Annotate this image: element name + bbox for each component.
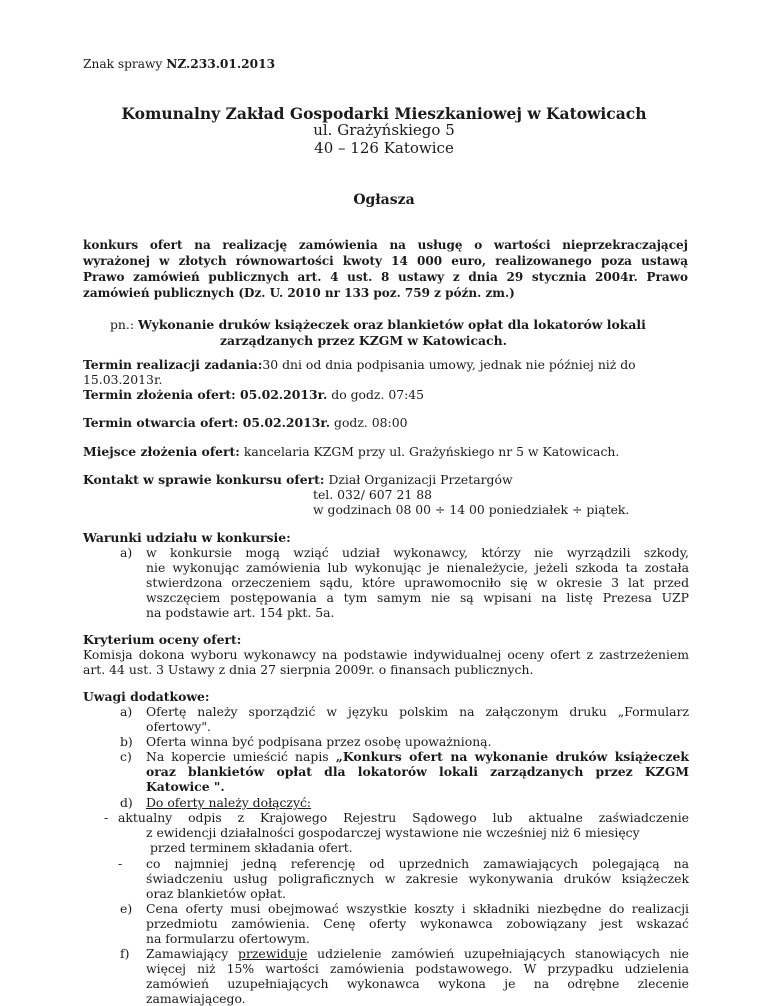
remark-d-item1-line-2: z ewidencji działalności gospodarczej wystawione nie wcześniej niż 6 miesięcy	[146, 825, 640, 840]
remark-f-text-b: udzielenie zamówień uzupełniających stanowiących nie	[307, 946, 689, 961]
opening-value: godz. 08:00	[334, 415, 408, 430]
remark-e-line-3: na formularzu ofertowym.	[146, 931, 310, 946]
opening-label: Termin otwarcia ofert: 05.02.2013r.	[83, 415, 331, 430]
intro-line-2: wyrażonej w złotych równowartości kwoty 14 000 euro, realizowanego poza ustawą	[83, 254, 688, 268]
organization-city: 40 – 126 Katowice	[314, 139, 454, 157]
remark-d-dash-2: -	[118, 856, 123, 871]
intro-line-3: Prawo zamówień publicznych art. 4 ust. 8 ustawy z dnia 29 stycznia 2004r. Prawo	[83, 270, 688, 284]
conditions-line-4: wszczęciem postępowania a tym samym nie są wpisani na listę Prezesa UZP	[146, 590, 689, 605]
conditions-line-5: na podstawie art. 154 pkt. 5a.	[146, 605, 335, 620]
conditions-heading: Warunki udziału w konkursie:	[83, 530, 291, 545]
subject-title-2: zarządzanych przez KZGM w Katowicach.	[220, 333, 507, 348]
conditions-line-2: nie wykonując zamówienia lub wykonując je nienależycie, jeżeli szkoda ta została	[146, 560, 689, 575]
remark-c-line-1	[146, 749, 689, 764]
subject-title-1: Wykonanie druków książeczek oraz blankietów opłat dla lokatorów lokali	[137, 317, 646, 332]
remark-marker-c: c)	[120, 749, 132, 764]
criterion-line-1: Komisja dokona wyboru wykonawcy na podstawie indywidualnej oceny ofert z zastrzeżeniem	[83, 647, 689, 662]
realization-label: Termin realizacji zadania:	[83, 357, 263, 372]
conditions-marker-a: a)	[120, 545, 133, 560]
remark-d-item2-line-1: co najmniej jedną referencję od uprzednich zamawiających polegającą na	[146, 856, 689, 871]
remarks-heading: Uwagi dodatkowe:	[83, 689, 210, 704]
remark-a-line-2: ofertowy".	[146, 719, 211, 734]
subject-prefix: pn.:	[110, 317, 135, 332]
remark-c-bold: „Konkurs ofert na wykonanie druków książeczek	[335, 749, 689, 764]
place-label: Miejsce złożenia ofert:	[83, 444, 240, 459]
place-value: kancelaria KZGM przy ul. Grażyńskiego nr 5 w Katowicach.	[243, 444, 620, 459]
remark-e-line-1: Cena oferty musi obejmować wszystkie koszty i składniki niezbędne do realizacji	[146, 901, 689, 916]
remark-marker-e: e)	[120, 901, 133, 916]
remark-f-line-1	[146, 946, 689, 961]
realization-value: 30 dni od dnia podpisania umowy, jednak nie później niż do	[262, 357, 636, 372]
contact-phone: tel. 032/ 607 21 88	[313, 487, 432, 502]
remark-d-item1-line-1: aktualny odpis z Krajowego Rejestru Sądowego lub aktualne zaświadczenie	[118, 810, 689, 825]
remark-c-line-2: oraz blankietów opłat dla lokatorów lokali zarządzanych przez KZGM	[146, 764, 689, 779]
criterion-line-2: art. 44 ust. 3 Ustawy z dnia 27 sierpnia 2009r. o finansach publicznych.	[83, 662, 534, 677]
remark-marker-f: f)	[120, 946, 130, 961]
case-reference-number: NZ.233.01.2013	[166, 57, 276, 71]
realization-date: 15.03.2013r.	[83, 372, 163, 387]
remark-d-item2-line-2: świadczeniu usług poligraficznych w zakresie wykonywania druków książeczek	[146, 871, 689, 886]
remark-d-line-1: Do oferty należy dołączyć:	[146, 795, 312, 810]
subject-line-1	[110, 317, 646, 332]
remark-marker-a: a)	[120, 704, 133, 719]
organization-street: ul. Grażyńskiego 5	[313, 121, 455, 139]
remark-b-line-1: Oferta winna być podpisana przez osobę upoważnioną.	[146, 734, 492, 749]
case-reference	[83, 57, 275, 71]
case-reference-label: Znak sprawy	[83, 57, 163, 71]
intro-line-4: zamówień publicznych (Dz. U. 2010 nr 133 poz. 759 z późn. zm.)	[83, 286, 515, 300]
remark-a-line-1: Ofertę należy sporządzić w języku polskim na załączonym druku „Formularz	[146, 704, 689, 719]
realization-term	[83, 357, 636, 372]
contact-label: Kontakt w sprawie konkursu ofert:	[83, 472, 325, 487]
contact-line-1	[83, 472, 513, 487]
submission-term	[83, 387, 424, 402]
criterion-heading: Kryterium oceny ofert:	[83, 632, 242, 647]
remark-d-dash-1: -	[104, 810, 109, 825]
remark-f-underlined: przewiduje	[238, 946, 308, 961]
remark-e-line-2: przedmiotu zamówienia. Cenę oferty wykonawca zobowiązany jest wskazać	[146, 916, 689, 931]
remark-c-line-3: Katowice ".	[146, 779, 225, 794]
contact-department: Dział Organizacji Przetargów	[328, 472, 513, 487]
conditions-line-1: w konkursie mogą wziąć udział wykonawcy, którzy nie wyrządzili szkody,	[146, 545, 689, 560]
remark-d-item2-line-3: oraz blankietów opłat.	[146, 886, 286, 901]
remark-f-line-3: zamówień uzupełniających wykonawca wykona je na odrębne zlecenie	[146, 976, 689, 991]
remark-f-text-a: Zamawiający	[146, 946, 239, 961]
remark-marker-d: d)	[120, 795, 133, 810]
announcement-heading: Ogłasza	[353, 192, 415, 208]
submission-label: Termin złożenia ofert: 05.02.2013r.	[83, 387, 328, 402]
remark-c-plain: Na kopercie umieścić napis	[146, 749, 336, 764]
submission-place	[83, 444, 619, 459]
contact-hours: w godzinach 08 00 ÷ 14 00 poniedziałek ÷ piątek.	[313, 502, 630, 517]
remark-d-item1-line-3: przed terminem składania ofert.	[150, 840, 353, 855]
remark-f-line-4: zamawiającego.	[146, 991, 246, 1006]
conditions-line-3: stwierdzona orzeczeniem sądu, które uprawomocniło się w okresie 3 lat przed	[146, 575, 689, 590]
submission-value: do godz. 07:45	[331, 387, 425, 402]
intro-line-1: konkurs ofert na realizację zamówienia na usługę o wartości nieprzekraczającej	[83, 238, 688, 252]
organization-name: Komunalny Zakład Gospodarki Mieszkaniowej w Katowicach	[121, 104, 647, 123]
remark-f-line-2: więcej niż 15% wartości zamówienia podstawowego. W przypadku udzielenia	[146, 961, 689, 976]
opening-term	[83, 415, 407, 430]
remark-marker-b: b)	[120, 734, 133, 749]
